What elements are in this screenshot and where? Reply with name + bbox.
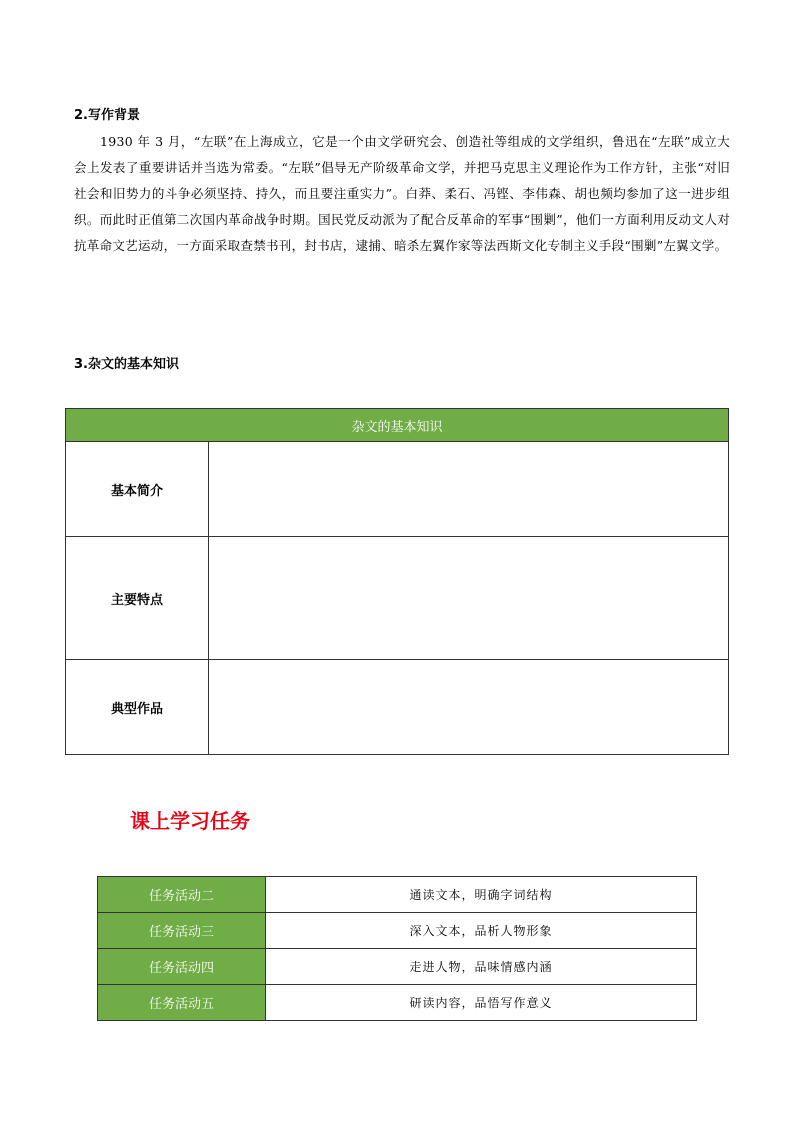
task-name: 任务活动三 (98, 913, 266, 949)
row-label-features: 主要特点 (66, 537, 209, 660)
task-name: 任务活动二 (98, 877, 266, 913)
table-row (98, 877, 697, 913)
row-content-works[interactable] (209, 660, 729, 755)
table-row (66, 660, 729, 755)
row-content-intro[interactable] (209, 442, 729, 537)
tasks-table (97, 876, 697, 1021)
table-row (98, 985, 697, 1021)
section-3-heading: 3.杂文的基本知识 (74, 357, 179, 372)
table-row (98, 913, 697, 949)
task-description: 走进人物，品味情感内涵 (266, 949, 697, 985)
task-name: 任务活动四 (98, 949, 266, 985)
row-label-works: 典型作品 (66, 660, 209, 755)
task-description: 通读文本，明确字词结构 (266, 877, 697, 913)
row-label-intro: 基本简介 (66, 442, 209, 537)
essay-basics-table (65, 408, 729, 755)
table-row (66, 442, 729, 537)
task-name: 任务活动五 (98, 985, 266, 1021)
writing-background-paragraph: 1930 年 3 月，“左联”在上海成立，它是一个由文学研究会、创造社等组成的文学组织，鲁迅在“左联”成立大会上发表了重要讲话并当选为常委。“左联”倡导无产阶级革命文学，并把马克思主义理论作为工作方针，主张“对旧社会和旧势力的斗争必须坚持、持久，而且要注重实力”。白莽、柔石、冯铿、李伟森、胡也频均参加了这一进步组织。而此时正值第二次国内革命战争时期。国民党反动派为了配合反革命的军事“围剿”，他们一方面利用反动文人对抗革命文艺运动，一方面采取查禁书刊，封书店，逮捕、暗杀左翼作家等法西斯文化专制主义手段“围剿”左翼文学。 (74, 134, 730, 253)
task-description: 深入文本，品析人物形象 (266, 913, 697, 949)
table-row (66, 537, 729, 660)
task-description: 研读内容，品悟写作意义 (266, 985, 697, 1021)
essay-basics-table-header: 杂文的基本知识 (66, 409, 729, 442)
section-2-heading: 2.写作背景 (74, 108, 140, 123)
row-content-features[interactable] (209, 537, 729, 660)
table-row (98, 949, 697, 985)
in-class-tasks-title: 课上学习任务 (130, 809, 250, 833)
